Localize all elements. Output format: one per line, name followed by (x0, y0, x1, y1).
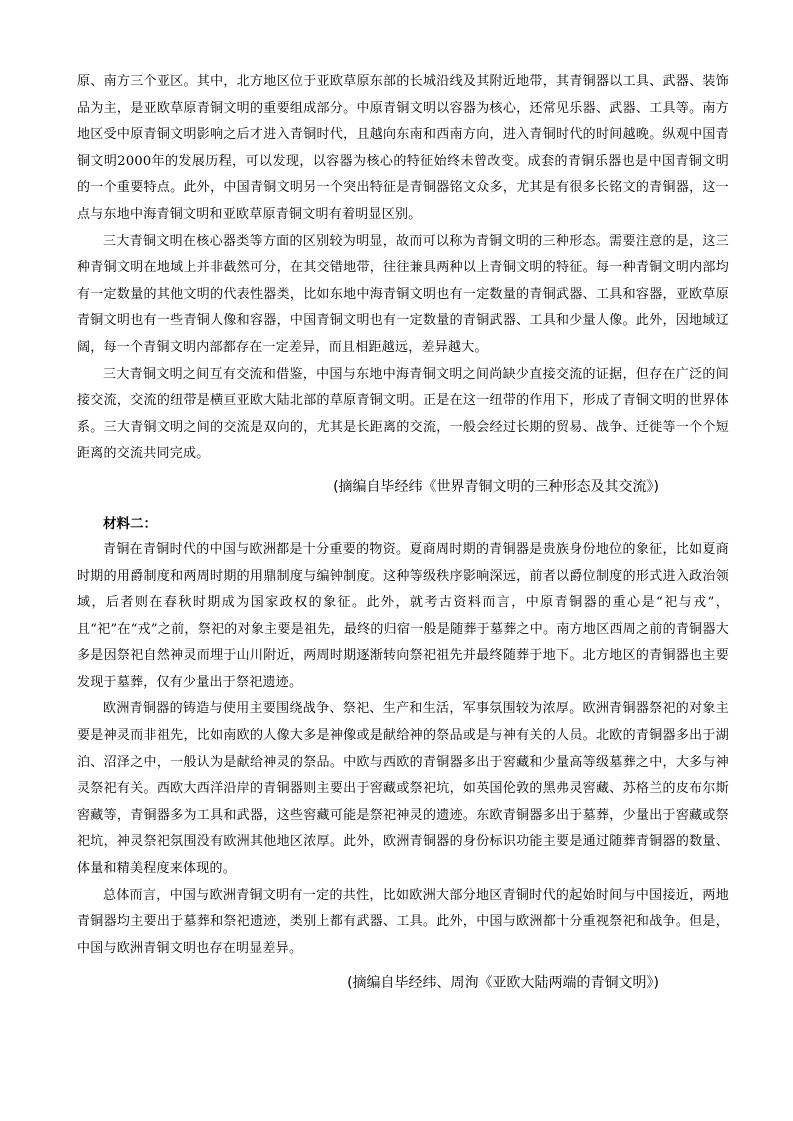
material2-paragraph-1: 青铜在青铜时代的中国与欧洲都是十分重要的物资。夏商周时期的青铜器是贵族身份地位的象征，比如夏商时期的用爵制度和两周时期的用鼎制度与编钟制度。这种等级秩序影响深远，前者以爵位制度的形式进入政治领域，后者则在春秋时期成为国家政权的象征。此外，就考古资料而言，中原青铜器的重心是“祀与戎”，且“祀”在“戎”之前，祭祀的对象主要是祖先，最终的归宿一般是随葬于墓葬之中。南方地区西周之前的青铜器大多是因祭祀自然神灵而埋于山川附近，两周时期逐渐转向祭祀祖先并最终随葬于地下。北方地区的青铜器也主要发现于墓葬，仅有少量出于祭祀遗迹。 (77, 541, 729, 690)
material1-paragraph-1: 原、南方三个亚区。其中，北方地区位于亚欧草原东部的长城沿线及其附近地带，其青铜器以工具、武器、装饰品为主，是亚欧草原青铜文明的重要组成部分。中原青铜文明以容器为核心，还常见乐器、武器、工具等。南方地区受中原青铜文明影响之后才进入青铜时代，且越向东南和西南方向，进入青铜时代的时间越晚。纵观中国青铜文明2000年的发展历程，可以发现，以容器为核心的特征始终未曾改变。成套的青铜乐器也是中国青铜文明的一个重要特点。此外，中国青铜文明另一个突出特征是青铜器铭文众多，尤其是有很多长铭文的青铜器，这一点与东地中海青铜文明和亚欧草原青铜文明有着明显区别。 (77, 74, 729, 222)
material1-source-citation: (摘编自毕经纬《世界青铜文明的三种形态及其交流》) (333, 478, 659, 495)
material1-paragraph-2: 三大青铜文明在核心器类等方面的区别较为明显，故而可以称为青铜文明的三种形态。需要注意的是，这三种青铜文明在地域上并非截然可分，在其交错地带，往往兼具两种以上青铜文明的特征。每一种青铜文明内部均有一定数量的其他文明的代表性器类，比如东地中海青铜文明也有一定数量的青铜武器、工具和容器，亚欧草原青铜文明也有一些青铜人像和容器，中国青铜文明也有一定数量的青铜武器、工具和少量人像。此外，因地域辽阔，每一个青铜文明内部都存在一定差异，而且相距越远，差异越大。 (77, 233, 729, 355)
material2-heading: 材料二： (103, 515, 157, 532)
material2-paragraph-3: 总体而言，中国与欧洲青铜文明有一定的共性，比如欧洲大部分地区青铜时代的起始时间与中国接近，两地青铜器均主要出于墓葬和祭祀遗迹，类别上都有武器、工具。此外，中国与欧洲都十分重视祭祀和战争。但是，中国与欧洲青铜文明也存在明显差异。 (77, 887, 729, 956)
document-page (77, 69, 729, 997)
material2-source-citation: (摘编自毕经纬、周洵《亚欧大陆两端的青铜文明》) (347, 975, 659, 992)
material1-paragraph-3: 三大青铜文明之间互有交流和借鉴，中国与东地中海青铜文明之间尚缺少直接交流的证据，但存在广泛的间接交流，交流的纽带是横亘亚欧大陆北部的草原青铜文明。正是在这一纽带的作用下，形成了青铜文明的世界体系。三大青铜文明之间的交流是双向的，尤其是长距离的交流，一般会经过长期的贸易、战争、迁徙等一个个短距离的交流共同完成。 (77, 366, 729, 462)
material2-paragraph-2: 欧洲青铜器的铸造与使用主要围绕战争、祭祀、生产和生活，军事氛围较为浓厚。欧洲青铜器祭祀的对象主要是神灵而非祖先，比如南欧的人像大多是神像或是献给神的祭品或是与神有关的人员。北欧的青铜器多出于湖泊、沼泽之中，一般认为是献给神灵的祭品。中欧与西欧的青铜器多出于窖藏和少量高等级墓葬之中，大多与神灵祭祀有关。西欧大西洋沿岸的青铜器则主要出于窖藏或祭祀坑，如英国伦敦的黑弗灵窖藏、苏格兰的皮布尔斯窖藏等，青铜器多为工具和武器，这些窖藏可能是祭祀神灵的遗迹。东欧青铜器多出于墓葬，少量出于窖藏或祭祀坑，神灵祭祀氛围没有欧洲其他地区浓厚。此外，欧洲青铜器的身份标识功能主要是通过随葬青铜器的数量、体量和精美程度来体现的。 (77, 701, 729, 877)
